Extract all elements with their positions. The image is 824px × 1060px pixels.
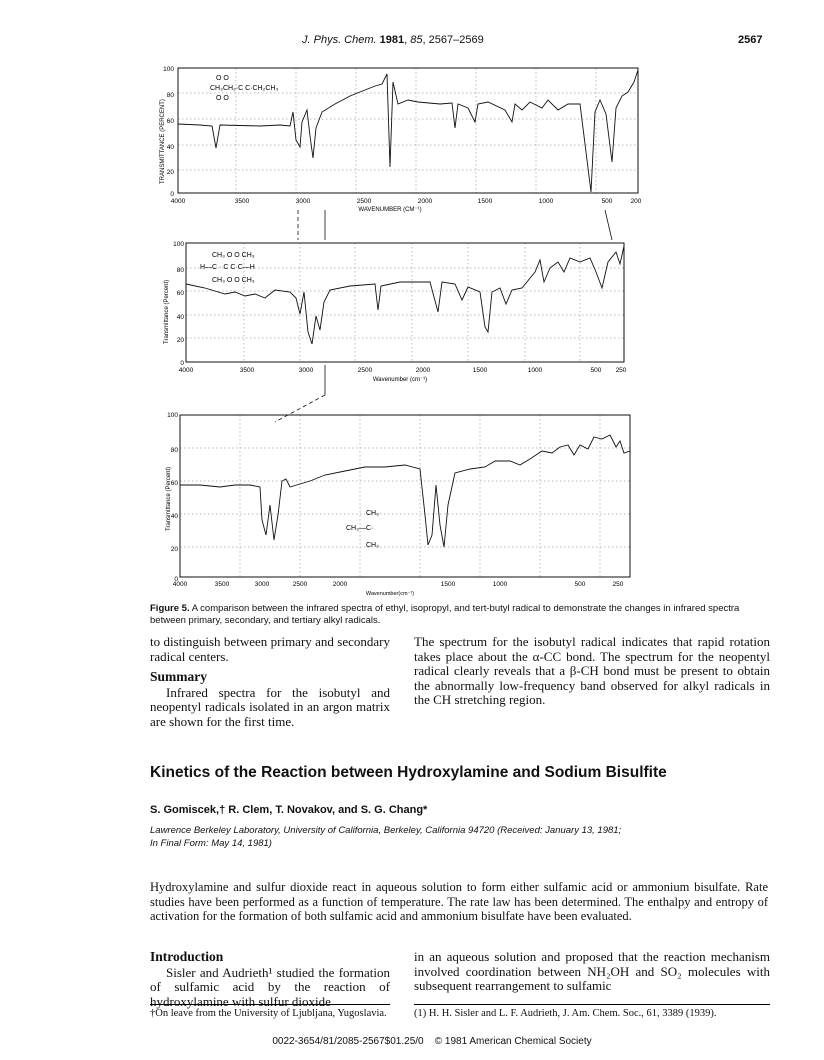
- svg-text:100: 100: [173, 241, 184, 248]
- spectrum-2-ylabel: Transmittance (Percent): [164, 279, 170, 344]
- spectrum-3-trace: [180, 435, 630, 547]
- footer-copyright: © 1981 American Chemical Society: [434, 1036, 592, 1047]
- svg-text:80: 80: [166, 92, 174, 99]
- prev-article-left-para: to distinguish between primary and secondary radical centers.: [150, 634, 390, 664]
- svg-text:CH₃: CH₃: [366, 510, 379, 517]
- svg-text:80: 80: [170, 447, 178, 454]
- svg-text:2500: 2500: [357, 367, 373, 374]
- journal-volume: 85: [410, 34, 423, 46]
- svg-text:500: 500: [574, 581, 586, 588]
- svg-text:0: 0: [170, 191, 174, 198]
- spectrum-2-xticks: [179, 367, 627, 374]
- svg-text:250: 250: [612, 581, 624, 588]
- figure-caption-text: A comparison between the infrared spectra of ethyl, isopropyl, and tert-butyl radical to demonstrate the changes in infrared spectra between primary, secondary, and tertiary alkyl radicals.: [150, 603, 740, 626]
- svg-text:1000: 1000: [527, 367, 543, 374]
- footnote-right: (1) H. H. Sisler and L. F. Audrieth, J. Am. Chem. Soc., 61, 3389 (1939).: [414, 1008, 717, 1019]
- svg-text:100: 100: [167, 412, 178, 419]
- svg-text:2000: 2000: [415, 367, 431, 374]
- svg-text:O O: O O: [216, 95, 229, 102]
- footnote-rule-right: [414, 1004, 770, 1005]
- intro-left-paragraph: Sisler and Audrieth¹ studied the formation of sulfamic acid by the reaction of hydroxylamine with sulfur dioxide: [150, 964, 390, 1009]
- svg-text:20: 20: [170, 546, 178, 553]
- page-number: 2567: [738, 34, 763, 46]
- intro-right-column: [414, 950, 770, 994]
- svg-text:2000: 2000: [417, 198, 433, 205]
- spectrum-2-yticks: [173, 241, 184, 367]
- svg-text:100: 100: [163, 66, 174, 73]
- svg-text:3500: 3500: [234, 198, 250, 205]
- svg-text:3000: 3000: [298, 367, 314, 374]
- article-affiliation: [150, 824, 621, 850]
- svg-text:4000: 4000: [172, 581, 188, 588]
- svg-text:500: 500: [590, 367, 602, 374]
- affiliation-line-2: In Final Form: May 14, 1981): [150, 838, 272, 849]
- page-footer: [232, 1036, 632, 1047]
- running-header: J. Phys. Chem. 1981, 85, 2567–2569: [302, 34, 484, 46]
- svg-text:1500: 1500: [472, 367, 488, 374]
- footnote-rule-left: [150, 1004, 390, 1005]
- svg-text:500: 500: [601, 198, 613, 205]
- svg-text:250: 250: [615, 367, 627, 374]
- summary-heading: Summary: [150, 669, 207, 684]
- intro-right-paragraph: in an aqueous solution and proposed that the reaction mechanism involved coordination between NH₂OH and SO₂ molecules with subsequent rearrangement to sulfamic: [414, 949, 770, 993]
- svg-text:4000: 4000: [170, 198, 186, 205]
- svg-text:3000: 3000: [295, 198, 311, 205]
- journal-year: 1981: [379, 34, 405, 46]
- intro-left-column: [150, 950, 390, 1009]
- spectrum-tert-butyl: [150, 405, 650, 597]
- svg-text:CH₃—C·: CH₃—C·: [346, 525, 374, 532]
- svg-text:2000: 2000: [332, 581, 348, 588]
- svg-text:1500: 1500: [440, 581, 456, 588]
- svg-text:CH₃CH₂·C C·CH₂CH₃: CH₃CH₂·C C·CH₂CH₃: [210, 85, 279, 92]
- spectrum-ethyl: [150, 52, 650, 222]
- svg-text:200: 200: [630, 198, 642, 205]
- spectrum-3-structure: [346, 510, 379, 549]
- prev-article-right-column: [414, 635, 770, 708]
- svg-text:40: 40: [170, 513, 178, 520]
- spectrum-2-grid: [186, 243, 624, 362]
- journal-abbrev: J. Phys. Chem.: [302, 34, 377, 46]
- spectrum-3-xticks: [173, 581, 624, 588]
- svg-text:CH₃ O O CH₃: CH₃ O O CH₃: [212, 277, 255, 284]
- spectrum-2-xlabel: Wavenumber (cm⁻¹): [372, 377, 428, 383]
- spectrum-1-structure: [210, 75, 278, 102]
- svg-text:1000: 1000: [538, 198, 554, 205]
- spectrum-1-xlabel: WAVENUMBER (CM⁻¹): [358, 207, 422, 213]
- svg-text:0: 0: [180, 360, 184, 367]
- spectrum-3-frame: [180, 415, 630, 577]
- journal-pages: 2567–2569: [428, 34, 484, 46]
- svg-text:2500: 2500: [292, 581, 308, 588]
- svg-text:4000: 4000: [178, 367, 194, 374]
- svg-text:CH₃: CH₃: [366, 542, 379, 549]
- intro-heading: Introduction: [150, 949, 224, 964]
- article-authors: S. Gomiscek,† R. Clem, T. Novakov, and S. G. Chang*: [150, 804, 428, 816]
- svg-text:0: 0: [174, 576, 178, 583]
- svg-text:60: 60: [170, 480, 178, 487]
- svg-text:40: 40: [176, 314, 184, 321]
- svg-text:3000: 3000: [254, 581, 270, 588]
- svg-text:60: 60: [176, 290, 184, 297]
- svg-text:20: 20: [176, 337, 184, 344]
- spectrum-isopropyl: [150, 232, 650, 390]
- spectrum-2-structure: [200, 252, 255, 284]
- svg-text:3500: 3500: [239, 367, 255, 374]
- svg-text:O O: O O: [216, 75, 229, 82]
- svg-text:H—C · C C·C—H: H—C · C C·C—H: [200, 264, 255, 271]
- svg-text:40: 40: [166, 144, 174, 151]
- svg-text:1000: 1000: [492, 581, 508, 588]
- footnote-left: †On leave from the University of Ljubljana, Yugoslavia.: [150, 1008, 387, 1019]
- svg-text:80: 80: [176, 267, 184, 274]
- spectrum-3-grid: [180, 415, 630, 577]
- spectrum-2-frame: [186, 243, 624, 362]
- figure-caption: [150, 603, 770, 627]
- affiliation-line-1: Lawrence Berkeley Laboratory, University of California, Berkeley, California 94720 (Received: January 13, 1981;: [150, 825, 622, 836]
- footer-code: 0022-3654/81/2085-2567$01.25/0: [272, 1036, 424, 1047]
- svg-text:3500: 3500: [214, 581, 230, 588]
- spectrum-1-xticks: [171, 198, 642, 205]
- spectrum-3-ylabel: Transmittance (Percent): [166, 466, 172, 531]
- figure-label: Figure 5.: [150, 603, 190, 614]
- svg-text:2500: 2500: [356, 198, 372, 205]
- article-abstract: Hydroxylamine and sulfur dioxide react in aqueous solution to form either sulfamic acid or ammonium bisulfate. Rate studies have been performed as a function of temperature. The rate law has been determined. The enthalpy and entropy of activation for the formation of both sulfamic acid and ammonium bisulfate have been evaluated.: [150, 880, 768, 923]
- spectrum-3-xlabel: Wavenumber(cm⁻¹): [365, 591, 415, 597]
- svg-text:60: 60: [166, 118, 174, 125]
- spectrum-1-ylabel: TRANSMITTANCE (PERCENT): [160, 99, 166, 184]
- prev-article-right-para: The spectrum for the isobutyl radical indicates that rapid rotation takes place about the α-CC bond. The spectrum for the neopentyl radical clearly reveals that a β-CH bond must be present to obtain the abnormally low-frequency band observed for alkyl radicals in the CH stretching region.: [414, 634, 770, 707]
- svg-text:20: 20: [166, 169, 174, 176]
- svg-text:CH₃ O O CH₃: CH₃ O O CH₃: [212, 252, 255, 259]
- summary-paragraph: Infrared spectra for the isobutyl and neopentyl radicals isolated in an argon matrix are shown for the first time.: [150, 684, 390, 729]
- svg-text:1500: 1500: [477, 198, 493, 205]
- prev-article-left-column: [150, 635, 390, 729]
- article-title: Kinetics of the Reaction between Hydroxylamine and Sodium Bisulfite: [150, 764, 667, 781]
- spectrum-2-trace: [186, 246, 624, 344]
